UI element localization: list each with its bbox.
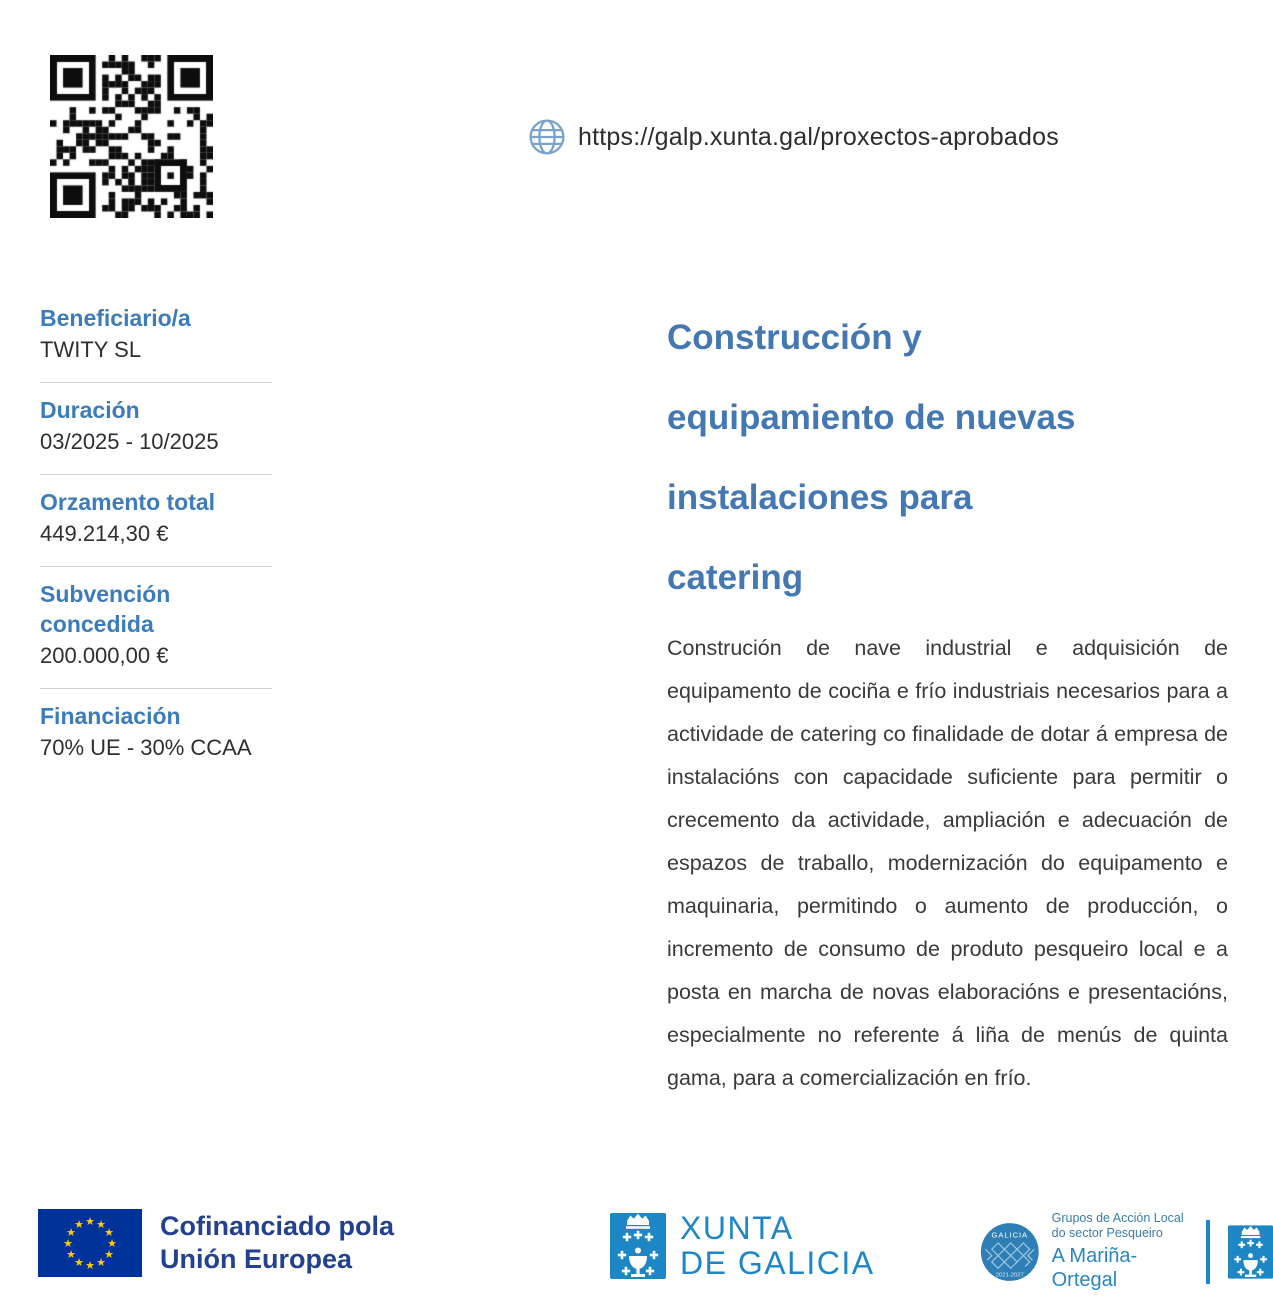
fact-value: TWITY SL: [40, 337, 142, 362]
main-content: [667, 298, 1228, 1100]
eu-cofunding-line2: Unión Europea: [160, 1244, 353, 1274]
svg-text:★: ★: [74, 1218, 84, 1231]
fact-total-budget: [40, 474, 272, 566]
project-description: Construción de nave industrial e adquisición de equipamento de cociña e frío industriais necesarios para a actividade de catering co finalidade de dotar á empresa de instalacións con capacidade suficiente para permitir o crecemento da actividade, ampliación e adecuación de espazos de traballo, modernización do equipamento e maquinaria, permitindo o aumento de producción, o incremento de consumo de produto pesqueiro local e a posta en marcha de novas elaboracións e presentacións, especialmente no referente á liña de menús de quinta gama, para a comercialización en frío.: [667, 636, 1228, 1090]
svg-text:★: ★: [96, 1256, 106, 1269]
xunta-de-galicia-logo: [610, 1211, 875, 1281]
svg-text:★: ★: [107, 1237, 117, 1250]
fact-value: 03/2025 - 10/2025: [40, 429, 219, 454]
project-title: [667, 298, 1228, 618]
footer-separator: [1206, 1220, 1210, 1284]
fact-beneficiary: [40, 303, 272, 382]
galp-text: [1052, 1211, 1189, 1292]
eu-cofunding-label: [160, 1210, 394, 1276]
svg-text:★: ★: [74, 1256, 84, 1269]
fact-value: 70% UE - 30% CCAA: [40, 735, 252, 760]
fact-value: 200.000,00 €: [40, 643, 169, 668]
xunta-crest-icon: [1228, 1219, 1273, 1285]
svg-text:★: ★: [104, 1248, 114, 1261]
galp-badge-bottom-label: 2021-2027: [995, 1271, 1024, 1278]
title-line: instalaciones para: [667, 478, 973, 517]
eu-cofunding-line1: Cofinanciado pola: [160, 1211, 395, 1241]
svg-text:★: ★: [66, 1248, 76, 1261]
fact-label: Duración: [40, 397, 140, 423]
facts-column: [40, 303, 272, 780]
fact-grant-awarded: [40, 566, 272, 688]
title-line: equipamiento de nuevas: [667, 398, 1076, 437]
globe-icon: [528, 118, 566, 156]
galp-area-name: A Mariña-Ortegal: [1051, 1245, 1138, 1291]
svg-text:★: ★: [63, 1237, 73, 1250]
galp-logo: [980, 1211, 1273, 1292]
url-bar: [528, 118, 1059, 156]
fact-label: Beneficiario/a: [40, 305, 191, 331]
fact-label: Subvención concedida: [40, 581, 171, 637]
eu-flag-icon: [38, 1209, 142, 1277]
fact-label: Financiación: [40, 703, 181, 729]
fact-duration: [40, 382, 272, 474]
xunta-wordmark: [680, 1211, 875, 1281]
title-line: Construcción y: [667, 318, 922, 357]
fact-value: 449.214,30 €: [40, 521, 169, 546]
svg-text:★: ★: [66, 1226, 76, 1239]
xunta-wordmark-line2: DE GALICIA: [680, 1245, 875, 1281]
xunta-wordmark-line1: XUNTA: [680, 1210, 794, 1246]
footer: [0, 1205, 1273, 1291]
svg-text:★: ★: [85, 1259, 95, 1272]
svg-text:★: ★: [104, 1226, 114, 1239]
xunta-crest-icon: [610, 1213, 666, 1279]
title-line: catering: [667, 558, 804, 597]
galp-badge-top-label: GALICIA: [991, 1230, 1029, 1240]
qr-code: [50, 55, 213, 218]
eu-cofunding-logo: [38, 1209, 394, 1277]
fact-financing: [40, 688, 272, 780]
svg-text:★: ★: [85, 1215, 95, 1228]
galicia-2021-2027-badge-icon: [980, 1219, 1040, 1285]
svg-text:★: ★: [96, 1218, 106, 1231]
url-link[interactable]: https://galp.xunta.gal/proxectos-aprobados: [578, 122, 1059, 151]
galp-org-line1: Grupos de Acción Local: [1051, 1211, 1184, 1225]
galp-org-line2: do sector Pesqueiro: [1051, 1226, 1163, 1240]
fact-label: Orzamento total: [40, 489, 216, 515]
